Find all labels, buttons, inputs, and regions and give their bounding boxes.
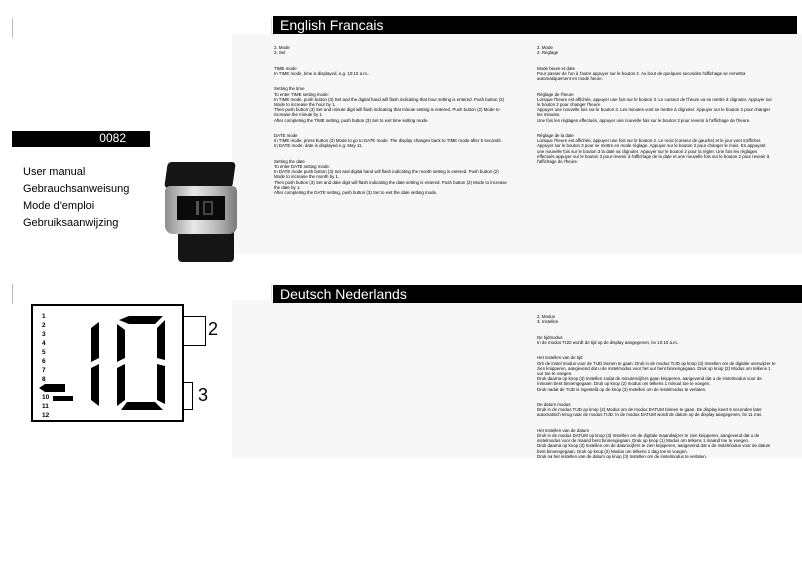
section-header-de-nl: Deutsch Nederlands [273, 285, 802, 303]
lcd-segment [117, 364, 125, 406]
scale-number: 2 [42, 322, 46, 329]
fr-paragraph: Réglage de l'heure Lorsque l'heure est affichée, appuyer une fois sur le bouton 3. Le curseur de l'heure va se mettre à clignoter. Appuyer sur le bouton 2 pour changer l'heure. Appuyer une nouvelle fois sur le bouton 3. Les minutes vont se mettre à clignoter. Appuyer sur le bouton 2 pour changer les minutes. Une fois les réglages effectués, appuyer une nouvelle fois sur le bouton 3 pour revenir à l'affichage de l'heure. [537, 91, 772, 123]
lcd-segment [121, 402, 163, 410]
crop-mark [12, 18, 13, 38]
lcd-diagram [31, 304, 184, 422]
lcd-segment [157, 320, 165, 360]
nl-paragraph: 2. Modus 3. Instellen [537, 314, 559, 325]
manual-title-en: User manual [23, 166, 86, 178]
nl-paragraph: Het instellen van de tijd Om de instel modus voor de TIJD binnen te gaan: Druk in de modus TIJD op knop (3) Instellen om de digitale urenwijzer te zien knipperen, aangevend dat u de instelmodus voor het uur bent binnengegaan. Druk op knop (2) Modus om telkens 1 uur toe te voegen. Druk daarna op knop (3) Instellen zodat de minutencijfers gaan knipperen, aangevend dat u de instelmodus voor de minuten bent binnengegaan. Druk op knop (2) modus om telkens 1 minuut toe te voegen. Druk nadat de TIJD is ingesteld op de knop (3) Instellen om de instelmodus te verlaten. [537, 355, 776, 392]
nl-paragraph: De tijdmodus In de modus TIJD wordt de tijd op de display aangegeven, bv 10:10 a.m.. [537, 334, 680, 346]
scale-number: 4 [42, 340, 46, 347]
watch-strap [164, 162, 236, 188]
scale-number: 5 [42, 349, 46, 356]
fr-paragraph: 2. Mode 3. Réglage [537, 45, 559, 56]
section-header-en-fr: English Francais [273, 16, 797, 34]
callout-set-bracket [184, 382, 193, 410]
model-number-bar: 0082 [12, 131, 150, 147]
callout-set-label: 3 [198, 385, 209, 405]
scale-number: 6 [42, 358, 46, 365]
lcd-segment [117, 324, 125, 362]
nl-paragraph: Het instellen van de datum Druk in de modus DATUM op knop (3) Instellen om de digitale maandwijzer te zien knipperen, aangevend dat u de instelmodus voor de maand bent binnengegaan. Druk op knop (1) Modus om telkens 1 maand toe te voegen. Druk daarna op knop (3) Instellen om de datumcijfers te zien knipperen, aangevend dat u de instelmodus voor de datum bent binnengegaan. Druk op knop (2) Modus om telkens 1 dag toe te voegen. Druk na het instellen van de datum op knop (3) Instellen om de instelmodus te verlaten. [537, 427, 771, 459]
en-paragraph: DATE mode In TIME mode, press button (2) Mode to go to DATE mode. The display changes back to TIME mode after 5 seconds. In DATE mode, date is displayed e.g. May 11. [274, 133, 502, 149]
en-paragraph: Setting the date To enter DATE setting mode: In DATE mode push button (3) Set and digital hand will flash indicating the month setting is entered. Push button (2) Mode to increase the month by 1. Then push button (3) Set and date digit will flash indicating the date setting is entered. Push button (2) Mode to increase the date by 1. After completing the DATE setting, push button (3) Set to exit the date setting mode. [274, 158, 507, 196]
callout-mode-bracket [184, 316, 206, 346]
fr-paragraph: Mode heure et date Pour passer de l'un à l'autre appuyer sur le bouton 2. Au bout de quelques secondes l'affichage se remettra automatiquement en mode heure. [537, 65, 746, 82]
lcd-digits [33, 306, 182, 420]
scale-number: 11 [42, 403, 49, 410]
watch-display-digits [196, 201, 199, 215]
scale-number: 7 [42, 367, 46, 374]
en-paragraph: Setting the time To enter TIME setting mode: In TIME mode, push button (3) Set and the digital hand will flash indicating that hour setting is entered. Push button (2) Mode to increase the hour by 1. Then push button (3) Set and minute digit will flash indicating that minute setting is entered. Push button (2) Mode to increase the minute by 1. After completing the TIME setting, push button (3) Set to exit time setting mode. [274, 86, 505, 123]
en-paragraph: 2. Mode 3. Set [274, 45, 290, 56]
fr-paragraph: Réglage de la date Lorsque l'heure est affichée, appuyer une fois sur le bouton 2. Le mois (curseur de gauche) et le jour vont s'afficher. Appuyer sur le bouton 3 pour se mettre en mode réglage. Appuyer sur le bouton 2 pour changer le mois. En appuyant une nouvelle fois sur le bouton 3 la date va clignoter. Appuyer sur le bouton 2 pour la régler. Une fois les réglages effectués appuyer sur le bouton 3 pour revenir à l'affichage de la date et une nouvelle fois sur le bouton 2 pour revenir à l'affichage de l'heure. [537, 133, 770, 165]
nl-paragraph: De datum modus Druk in de modus TIJD op knop (2) Modus om de modus DATUM binnen te gaan. De display keert 5 seconden later automatisch terug naar de modus TIJD. In de modus DATUM wordt de datum op de display aangegeven, bv 11 mei. [537, 402, 763, 418]
watch-display-digits [203, 201, 213, 215]
lcd-segment [91, 364, 99, 406]
scale-number: 10 [42, 394, 50, 401]
english-column [274, 40, 508, 205]
scale-number: 12 [42, 412, 50, 419]
dutch-column [537, 309, 777, 469]
watch-display [177, 196, 225, 220]
manual-title-nl: Gebruiksaanwijzing [23, 217, 119, 229]
scale-number: 3 [42, 331, 46, 338]
lcd-segment [91, 322, 99, 362]
lcd-segment [119, 316, 163, 324]
scale-number: 1 [42, 313, 46, 320]
french-column [537, 40, 773, 174]
en-paragraph: TIME mode In TIME mode, time is displayed, e.g. 10:10 a.m.. [274, 65, 370, 77]
callout-mode-label: 2 [208, 319, 219, 339]
lcd-segment [157, 364, 165, 404]
scale-number: 8 [42, 376, 46, 383]
manual-title-fr: Mode d'emploi [23, 200, 95, 212]
manual-title-de: Gebrauchsanweisung [23, 183, 130, 195]
lcd-segment [39, 384, 65, 392]
crop-mark [12, 284, 13, 304]
